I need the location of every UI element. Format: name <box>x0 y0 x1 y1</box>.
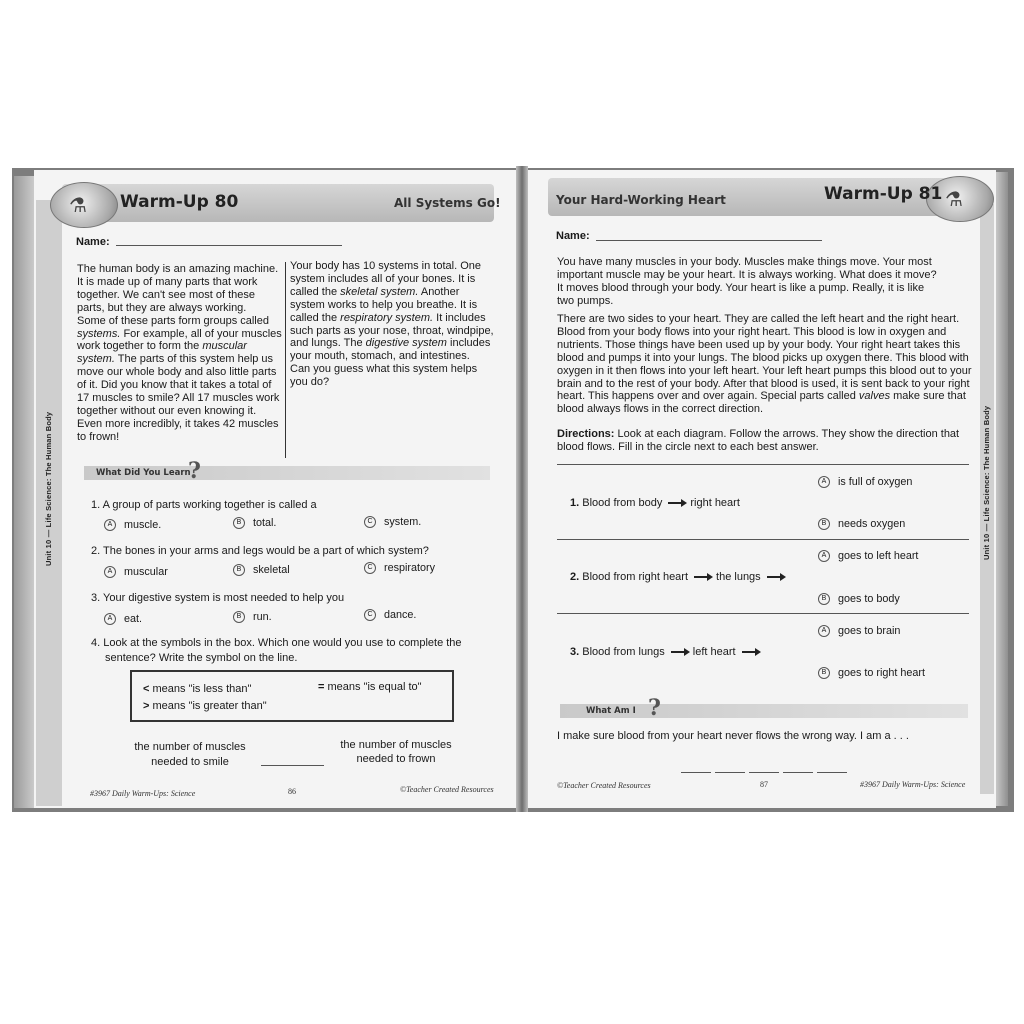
symbol-equal: = means "is equal to" <box>318 681 422 693</box>
divider-3 <box>557 613 969 614</box>
q1-option-a[interactable]: A muscle. <box>104 519 161 531</box>
right-unit-label: Unit 10 — Life Science: The Human Body <box>982 405 991 560</box>
page-edges-right <box>994 172 1008 806</box>
left-page-title: Warm-Up 80 <box>120 192 239 212</box>
d2-option-b[interactable]: B goes to body <box>818 593 900 605</box>
answer-blank-2[interactable] <box>715 772 745 773</box>
left-page-subtitle: All Systems Go! <box>394 196 501 210</box>
right-page-subtitle: Your Hard-Working Heart <box>556 193 726 207</box>
question-4-line2: sentence? Write the symbol on the line. <box>105 652 298 664</box>
column-divider <box>285 262 286 458</box>
diagram-1-flow: 1. Blood from body right heart <box>570 497 740 509</box>
question-mark-icon: ? <box>188 458 201 484</box>
compare-right-text: the number of muscles needed to frown <box>340 739 452 765</box>
divider-2 <box>557 539 969 540</box>
arrow-icon <box>668 502 684 504</box>
right-page-number: 87 <box>760 780 768 789</box>
question-4: 4. Look at the symbols in the box. Which one would you use to complete the <box>91 637 462 649</box>
science-medallion-left <box>50 182 118 228</box>
symbol-greater-than: > means "is greater than" <box>143 700 267 712</box>
what-am-i-bar: What Am I <box>560 704 968 718</box>
answer-blank-5[interactable] <box>817 772 847 773</box>
what-did-you-learn-bar: What Did You Learn <box>84 466 490 480</box>
divider-1 <box>557 464 969 465</box>
diagram-2-flow: 2. Blood from right heart the lungs <box>570 571 789 584</box>
diagram-3-flow: 3. Blood from lungs left heart <box>570 646 764 659</box>
q1-option-c[interactable]: C system. <box>364 516 421 528</box>
left-name-line[interactable] <box>116 245 342 246</box>
left-page-number: 86 <box>288 787 296 796</box>
q2-option-b[interactable]: B skeletal <box>233 564 290 576</box>
right-name-label: Name: <box>556 230 590 242</box>
question-mark-icon: ? <box>648 695 661 721</box>
d3-option-a[interactable]: A goes to brain <box>818 625 900 637</box>
flask-icon: ⚗ <box>69 195 87 217</box>
arrow-icon <box>742 651 758 653</box>
flask-icon: ⚗ <box>945 189 963 211</box>
answer-blank-1[interactable] <box>681 772 711 773</box>
q3-option-a[interactable]: A eat. <box>104 613 142 625</box>
arrow-icon <box>767 576 783 578</box>
heart-paragraph-2: There are two sides to your heart. They are called the left heart and the right heart. Blood from your body flows into your right heart. This blood is low in oxygen and nutrients. Those things have been used up by your body. Your right heart takes this blood and pumps it into your lungs. The blood picks up oxygen there. This blood with oxygen in it then flows into your left heart. Your left heart pumps this blood out to your brain and to the rest of your body. After that blood is used, it is sent back to your right heart. This happens over and over again. Special parts called valves make sure that blood always flows in the correct direction. <box>557 313 972 416</box>
question-1: 1. A group of parts working together is called a <box>91 499 317 511</box>
right-page-title: Warm-Up 81 <box>824 184 943 204</box>
book-gutter <box>516 166 528 812</box>
right-footer-publisher: ©Teacher Created Resources <box>557 781 651 790</box>
q3-option-b[interactable]: B run. <box>233 611 272 623</box>
left-unit-label: Unit 10 — Life Science: The Human Body <box>44 411 53 566</box>
right-name-line[interactable] <box>596 240 822 241</box>
riddle-text: I make sure blood from your heart never flows the wrong way. I am a . . . <box>557 730 909 742</box>
left-reading-col1: The human body is an amazing machine. It is made up of many parts that work together. We can't see most of these parts, but they are always working. Some of these parts form groups called systems. For example, all of your muscles work together to form the muscular system. The parts of this system help us move our whole body and also little parts of it. Did you know that it takes a total of 17 muscles to smile? All 17 muscles work together without our even knowing it. Even more incredibly, it takes 42 muscles to frown! <box>77 263 282 443</box>
left-reading-col2: Your body has 10 systems in total. One system includes all of your bones. It is called the skeletal system. Another system works to help you breathe. It is called the respiratory system. It includes such parts as your nose, throat, windpipe, and lungs. The digestive system includes your mouth, stomach, and intestines. Can you guess what this system helps you do? <box>290 260 494 389</box>
question-3: 3. Your digestive system is most needed to help you <box>91 592 345 604</box>
d3-option-b[interactable]: B goes to right heart <box>818 667 925 679</box>
q1-option-b[interactable]: B total. <box>233 517 276 529</box>
symbols-box <box>130 670 454 722</box>
left-footer-publisher: ©Teacher Created Resources <box>400 785 494 794</box>
q2-option-a[interactable]: A muscular <box>104 566 168 578</box>
compare-left-text: the number of muscles needed to smile <box>134 741 246 768</box>
q3-option-c[interactable]: C dance. <box>364 609 416 621</box>
arrow-icon <box>694 576 710 578</box>
answer-blank-3[interactable] <box>749 772 779 773</box>
answer-blank-4[interactable] <box>783 772 813 773</box>
arrow-icon <box>671 651 687 653</box>
d2-option-a[interactable]: A goes to left heart <box>818 550 918 562</box>
compare-answer-line[interactable] <box>261 765 324 766</box>
right-footer-book: #3967 Daily Warm-Ups: Science <box>860 780 966 789</box>
symbol-less-than: < means "is less than" <box>143 683 252 695</box>
question-2: 2. The bones in your arms and legs would be a part of which system? <box>91 545 429 557</box>
left-name-label: Name: <box>76 236 110 248</box>
left-footer-book: #3967 Daily Warm-Ups: Science <box>90 789 196 798</box>
q2-option-c[interactable]: C respiratory <box>364 562 435 574</box>
directions: Directions: Look at each diagram. Follow the arrows. They show the direction that blood flows. Fill in the circle next to each best answer. <box>557 428 960 453</box>
d1-option-a[interactable]: A is full of oxygen <box>818 476 912 488</box>
d1-option-b[interactable]: B needs oxygen <box>818 518 905 530</box>
page-edges-left <box>14 176 36 808</box>
heart-paragraph-1: You have many muscles in your body. Muscles make things move. Your most important muscle may be your heart. It is always working. What does it move? It moves blood through your body. Your heart is like a pump. Really, it is like two pumps. <box>557 256 937 307</box>
